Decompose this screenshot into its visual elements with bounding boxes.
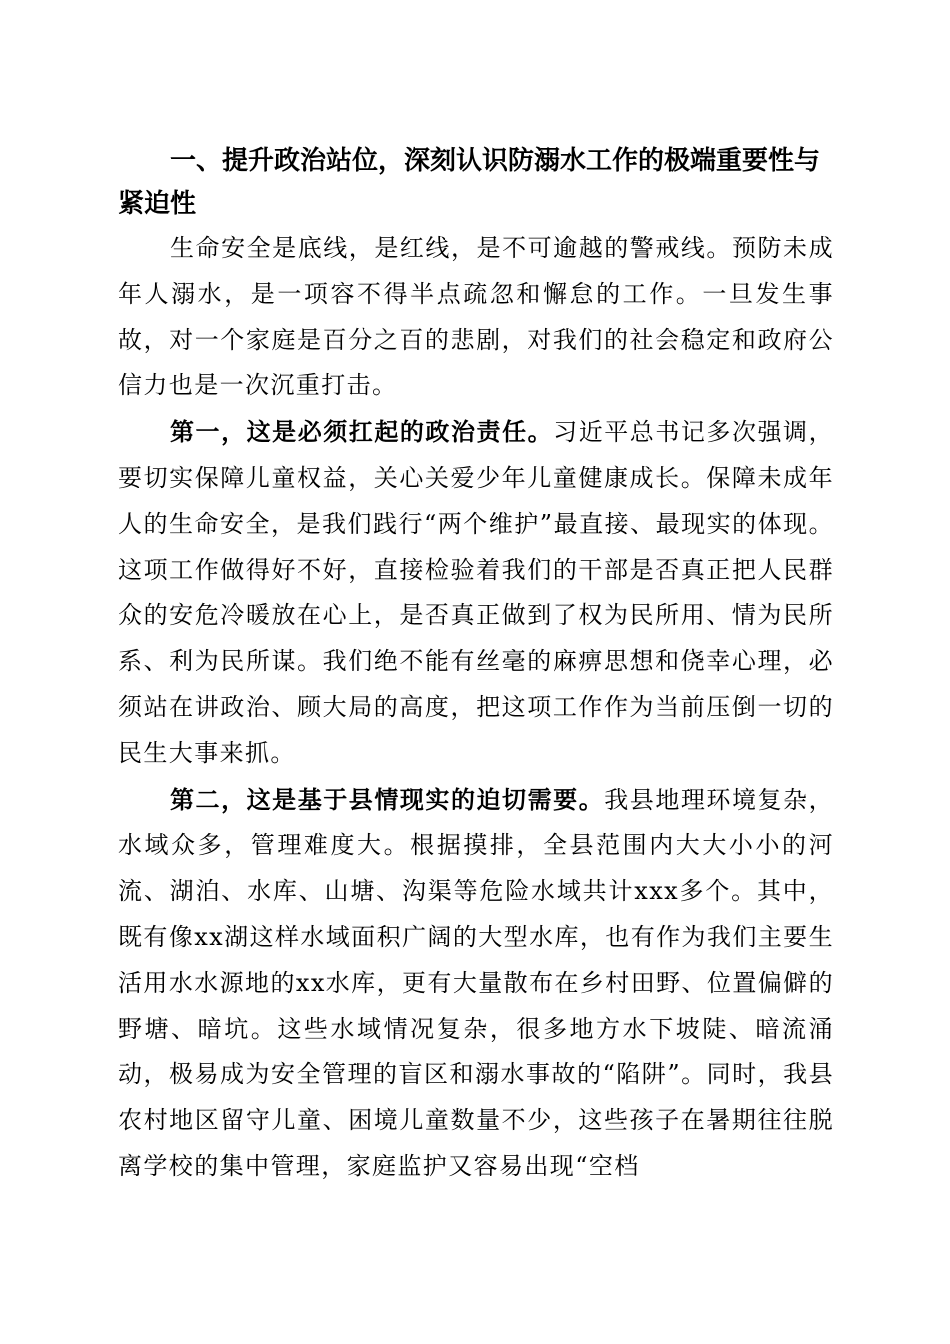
paragraph-3-text: 我县地理环境复杂，水域众多，管理难度大。根据摸排，全县范围内大大小小的河流、湖泊、水库、山塘、沟渠等危险水域共计xxx多个。其中，既有像xx湖这样水域面积广阔的大型水库，也有作为我们主要生活用水水源地的xx水库，更有大量散布在乡村田野、位置偏僻的野塘、暗坑。这些水域情况复杂，很多地方水下坡陡、暗流涌动，极易成为安全管理的盲区和溺水事故的“陷阱”。同时，我县农村地区留守儿童、困境儿童数量不少，这些孩子在暑期往往脱离学校的集中管理，家庭监护又容易出现“空档 <box>118 785 834 1180</box>
paragraph-2-lead: 第一，这是必须扛起的政治责任。 <box>170 417 554 447</box>
paragraph-2 <box>118 409 834 776</box>
paragraph-2-text: 习近平总书记多次强调，要切实保障儿童权益，关心关爱少年儿童健康成长。保障未成年人的生命安全，是我们践行“两个维护”最直接、最现实的体现。这项工作做得好不好，直接检验着我们的干部是否真正把人民群众的安危冷暖放在心上，是否真正做到了权为民所用、情为民所系、利为民所谋。我们绝不能有丝毫的麻痹思想和侥幸心理，必须站在讲政治、顾大局的高度，把这项工作作为当前压倒一切的民生大事来抓。 <box>118 418 834 767</box>
document-page <box>118 140 834 1190</box>
section-heading: 一、提升政治站位，深刻认识防溺水工作的极端重要性与紧迫性 <box>118 146 821 219</box>
paragraph-3 <box>118 777 834 1190</box>
paragraph-3-lead: 第二，这是基于县情现实的迫切需要。 <box>170 784 605 814</box>
paragraph-1-text: 生命安全是底线，是红线，是不可逾越的警戒线。预防未成年人溺水，是一项容不得半点疏忽和懈怠的工作。一旦发生事故，对一个家庭是百分之百的悲剧，对我们的社会稳定和政府公信力也是一次沉重打击。 <box>118 234 834 400</box>
paragraph-1 <box>118 226 834 409</box>
